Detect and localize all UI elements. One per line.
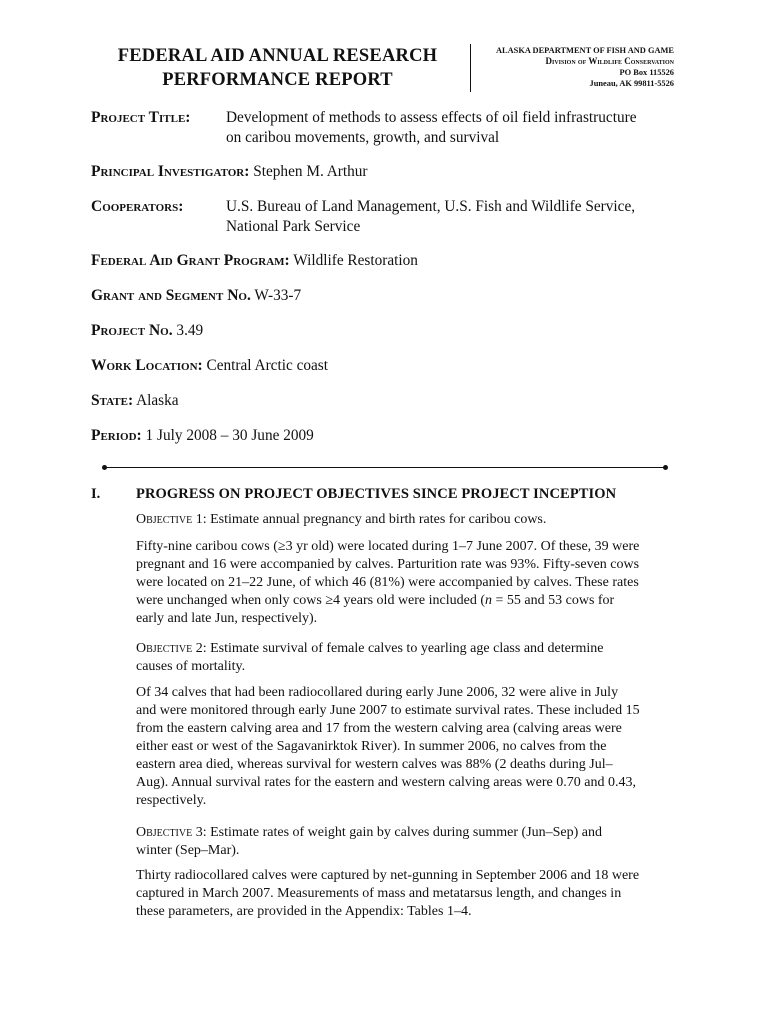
body-line: early and late Jun, respectively). xyxy=(136,611,318,626)
state-label: State: xyxy=(91,392,134,409)
body-line: were unchanged when only cows ≥4 years old were included (n = 55 and 53 cows for xyxy=(136,593,615,608)
principal-investigator-field xyxy=(91,162,368,182)
body-line: eastern area died, whereas survival for western calves was 88% (2 deaths during Jul– xyxy=(136,757,613,772)
period-label: Period: xyxy=(91,427,142,444)
project-title-value xyxy=(226,108,686,148)
project-title-label: Project Title: xyxy=(91,109,191,126)
work-location-field xyxy=(91,356,328,376)
report-title xyxy=(105,44,450,92)
objective-3-label: Objective 3: xyxy=(136,825,207,840)
divider-left-dot xyxy=(102,465,107,470)
section-heading: PROGRESS ON PROJECT OBJECTIVES SINCE PROJECT INCEPTION xyxy=(136,486,617,502)
agency-name: ALASKA DEPARTMENT OF FISH AND GAME xyxy=(496,46,674,55)
work-location-value: Central Arctic coast xyxy=(206,357,328,374)
cooperators-line2: National Park Service xyxy=(226,218,361,235)
cooperators-value xyxy=(226,197,686,237)
divider-right-dot xyxy=(663,465,668,470)
period-value: 1 July 2008 – 30 June 2009 xyxy=(145,427,314,444)
body-line: from the eastern calving area and 17 from the western calving area (calving areas were xyxy=(136,721,622,736)
body-line: pregnant and 16 were accompanied by calves. Parturition rate was 93%. Fifty-seven cows xyxy=(136,557,640,572)
agency-block xyxy=(476,45,674,89)
project-number-value: 3.49 xyxy=(176,322,204,339)
objective-3-body xyxy=(136,867,684,921)
objective-1-body xyxy=(136,538,684,628)
cooperators-line1: U.S. Bureau of Land Management, U.S. Fish and Wildlife Service, xyxy=(226,198,636,215)
pi-value: Stephen M. Arthur xyxy=(253,163,368,180)
section-number: I. xyxy=(91,486,101,502)
grant-segment-value: W-33-7 xyxy=(254,287,302,304)
grant-segment-label: Grant and Segment No. xyxy=(91,287,251,304)
objective-3-text-line2: winter (Sep–Mar). xyxy=(136,843,240,858)
grant-program-field xyxy=(91,251,418,271)
objective-3-heading xyxy=(136,824,684,860)
agency-division: Division of Wildlife Conservation xyxy=(545,56,674,66)
body-line: either east or west of the Sagavanirktok River). In summer 2006, no calves from the xyxy=(136,739,607,754)
objective-2-label: Objective 2: xyxy=(136,641,207,656)
objective-1-heading xyxy=(136,511,684,529)
grant-segment-field xyxy=(91,286,301,306)
body-line: respectively. xyxy=(136,793,207,808)
body-line: Thirty radiocollared calves were captured by net-gunning in September 2006 and 18 were xyxy=(136,868,640,883)
objective-1-text: Estimate annual pregnancy and birth rates for caribou cows. xyxy=(210,512,547,527)
project-number-label: Project No. xyxy=(91,322,173,339)
sample-size-symbol: n xyxy=(485,593,493,608)
objective-1-label: Objective 1: xyxy=(136,512,207,527)
period-field xyxy=(91,426,314,446)
objective-2-text: Estimate survival of female calves to yearling age class and determine xyxy=(210,641,604,656)
body-line: captured in March 2007. Measurements of mass and metatarsus length, and changes in xyxy=(136,886,622,901)
body-line: Of 34 calves that had been radiocollared during early June 2006, 32 were alive in July xyxy=(136,685,619,700)
project-number-field xyxy=(91,321,203,341)
project-title-line1: Development of methods to assess effects of oil field infrastructure xyxy=(226,109,637,126)
body-line: and were monitored through early June 2007 to estimate survival rates. These included 15 xyxy=(136,703,640,718)
body-line: Aug). Annual survival rates for the eastern and western calving areas were 0.70 and 0.43, xyxy=(136,775,636,790)
body-line: were located on 21–22 June, of which 46 (81%) were accompanied by calves. These rates xyxy=(136,575,639,590)
body-line: these parameters, are provided in the Appendix: Tables 1–4. xyxy=(136,904,472,919)
pi-label: Principal Investigator: xyxy=(91,163,250,180)
objective-2-heading xyxy=(136,640,684,676)
section-divider-rule xyxy=(104,467,666,468)
header-divider xyxy=(470,44,471,92)
project-title-line2: on caribou movements, growth, and survival xyxy=(226,129,500,146)
agency-address: Juneau, AK 99811-5526 xyxy=(589,79,674,88)
cooperators-label: Cooperators: xyxy=(91,198,184,215)
work-location-label: Work Location: xyxy=(91,357,203,374)
agency-po-box: PO Box 115526 xyxy=(619,68,674,77)
objective-2-body xyxy=(136,684,684,810)
grant-program-value: Wildlife Restoration xyxy=(293,252,418,269)
grant-program-label: Federal Aid Grant Program: xyxy=(91,252,290,269)
body-line: Fifty-nine caribou cows (≥3 yr old) were located during 1–7 June 2007. Of these, 39 were xyxy=(136,539,640,554)
state-field xyxy=(91,391,179,411)
objective-2-text-line2: causes of mortality. xyxy=(136,659,246,674)
objective-3-text: Estimate rates of weight gain by calves during summer (Jun–Sep) and xyxy=(210,825,603,840)
report-title-line2: PERFORMANCE REPORT xyxy=(162,70,393,90)
report-title-line1: FEDERAL AID ANNUAL RESEARCH xyxy=(117,46,438,66)
state-value: Alaska xyxy=(136,392,179,409)
